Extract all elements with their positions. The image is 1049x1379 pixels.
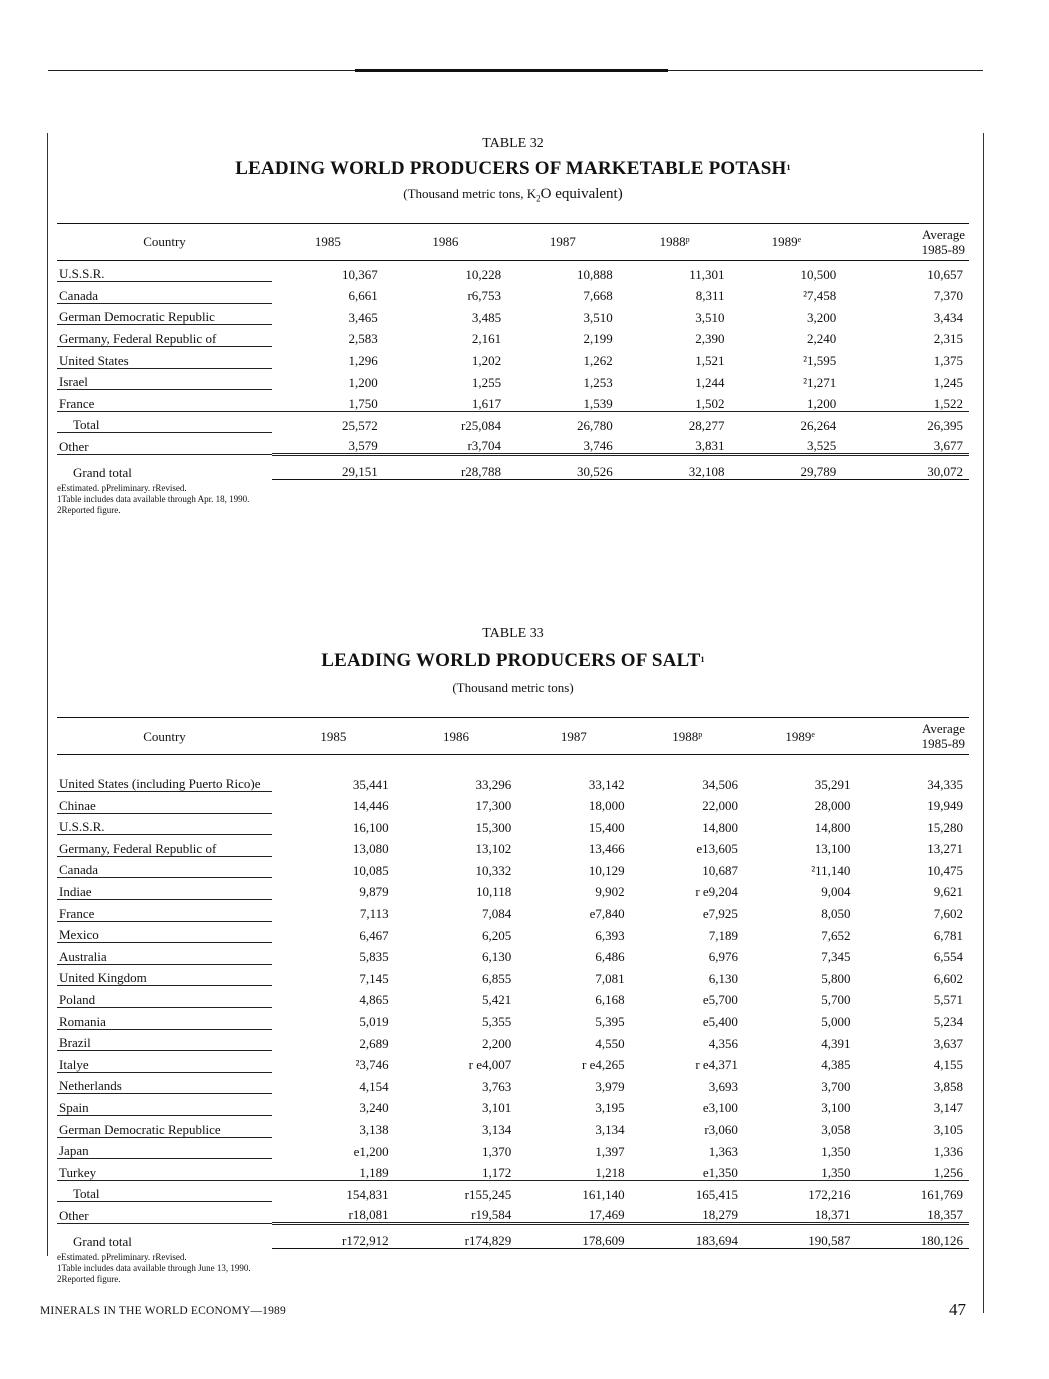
col-header-average: Average 1985-89 [856,718,969,755]
table-cell: 9,004 [821,884,851,900]
table-cell: 6,781 [933,927,963,943]
table-cell: e1,200 [353,1143,389,1159]
table-row [57,1029,969,1051]
table-cell: 3,637 [933,1035,963,1051]
table-row [57,260,969,282]
table-row [57,1137,969,1159]
row-label: Japan [57,1137,272,1159]
table-cell: 7,345 [821,949,851,965]
footnote: 1Table includes data available through Apr. 18, 1990. [57,494,250,505]
col-header-country: Country [57,718,272,755]
table-cell: 30,072 [842,455,969,480]
row-label: Israel [57,368,272,390]
table-row [57,943,969,965]
table-cell: 3,677 [842,433,969,455]
table-cell: e7,840 [589,906,625,922]
col-header-year: 1988$^p$ [619,223,731,260]
table-cell: 32,108 [619,455,731,480]
table-cell: 1,350 [821,1143,851,1159]
table-32-block [57,136,969,516]
table-cell: 6,855 [482,970,512,986]
row-label: Spain [57,1094,272,1116]
table-cell: 16,100 [352,819,389,835]
table-cell: 7,081 [595,970,625,986]
table-cell: 34,335 [927,776,963,792]
table-cell: 2,240 [806,331,837,347]
table-row [57,1051,969,1073]
table-cell: 33,142 [588,776,625,792]
table-row [57,986,969,1008]
table-cell: 1,202 [471,353,502,369]
col-header-year: 1988$^p$ [631,718,744,755]
table-cell: 5,571 [933,992,963,1008]
table-cell: 7,084 [482,906,512,922]
row-label: France [57,390,272,412]
row-label: United States [57,346,272,368]
table-cell: 2,315 [933,331,963,347]
table-cell: 154,831 [346,1186,389,1202]
table-row [57,303,969,325]
table-cell: 17,469 [517,1202,630,1224]
table-cell: 3,200 [806,309,837,325]
table-cell: r28,788 [384,455,507,480]
table-row [57,856,969,878]
col-header-year: 1987 [507,223,619,260]
table-cell: 13,102 [475,841,512,857]
table-cell: 35,441 [352,776,389,792]
table-cell: 5,355 [482,1014,512,1030]
row-label: Grand total [73,464,132,480]
table-cell: 2,161 [471,331,502,347]
col-header-year: 1986 [395,718,518,755]
row-label: Romania [57,1007,272,1029]
table-33-block [57,626,969,1285]
table-title: LEADING WORLD PRODUCERS OF MARKETABLE POTASH$^1$ [235,158,791,179]
table-cell: 14,446 [352,798,389,814]
table-cell: r6,753 [467,288,502,304]
table-cell: r19,584 [395,1202,518,1224]
table-cell: r174,829 [395,1224,518,1249]
table-cell: 1,350 [744,1159,857,1181]
row-label: Total [57,411,272,433]
table-cell: r155,245 [464,1186,512,1202]
footnote: 2Reported figure. [57,1274,121,1285]
table-cell: e3,100 [702,1100,738,1116]
table-cell: 183,694 [631,1224,744,1249]
row-label: Italye [57,1051,272,1073]
table-row [57,878,969,900]
table-cell: 28,277 [688,417,725,433]
table-cell: r3,704 [384,433,507,455]
table-cell: 8,050 [821,906,851,922]
table-cell: 1,502 [619,390,731,412]
table-cell: 10,228 [465,266,502,282]
table-cell: ²3,746 [355,1057,389,1073]
potash-table [57,223,969,481]
table-cell: r e4,371 [695,1057,738,1073]
table-number: TABLE 33 [482,626,544,641]
table-cell: 7,652 [821,927,851,943]
table-row [57,455,969,480]
table-cell: 3,195 [595,1100,625,1116]
table-cell: 165,415 [695,1186,738,1202]
table-row [57,899,969,921]
table-cell: 7,113 [359,906,389,922]
table-cell: ²1,595 [803,353,837,369]
table-cell: 3,138 [359,1122,389,1137]
table-cell: 3,058 [821,1122,851,1137]
table-cell: 1,617 [384,390,507,412]
table-cell: 10,332 [475,862,512,878]
row-label: German Democratic Republic [57,303,272,325]
table-cell: r e4,007 [468,1057,512,1073]
table-cell: 3,101 [482,1100,512,1116]
table-cell: 18,000 [588,798,625,814]
row-label: Grand total [73,1233,132,1249]
table-cell: 161,140 [582,1186,625,1202]
table-cell: 4,154 [359,1078,389,1094]
table-cell: 15,400 [588,819,625,835]
table-cell: 18,279 [631,1202,744,1224]
table-cell: 10,085 [352,862,389,878]
table-cell: 2,199 [583,331,613,347]
table-cell: 1,244 [695,374,725,390]
row-label: Australia [57,943,272,965]
table-cell: 26,264 [800,417,837,433]
table-cell: e1,350 [631,1159,744,1181]
table-cell: 8,311 [695,288,725,304]
table-cell: 28,000 [814,798,851,814]
table-cell: 10,475 [927,862,963,878]
table-cell: 1,200 [348,374,378,390]
table-cell: 180,126 [856,1224,969,1249]
table-cell: 1,375 [933,353,963,369]
row-label: France [57,899,272,921]
col-header-year: 1989e [744,718,857,755]
table-cell: 6,602 [933,970,963,986]
footnote: 1Table includes data available through June 13, 1990. [57,1263,251,1274]
table-cell: 5,019 [359,1014,389,1030]
table-cell: 3,700 [821,1078,851,1094]
table-cell: 2,689 [359,1035,389,1051]
table-cell: 3,693 [708,1078,738,1094]
table-cell: r e9,204 [695,884,738,900]
table-row [57,921,969,943]
table-cell: 6,467 [359,927,389,943]
table-row [57,1224,969,1249]
table-cell: 1,522 [842,390,969,412]
table-row [57,368,969,390]
table-cell: 17,300 [475,798,512,814]
table-cell: 3,134 [595,1122,625,1137]
table-row [57,1094,969,1116]
table-row [57,282,969,304]
table-cell: 18,357 [856,1202,969,1224]
table-row [57,433,969,455]
col-header-year: 1985 [272,223,384,260]
table-cell: 178,609 [517,1224,630,1249]
footnote: eEstimated. pPreliminary. rRevised. [57,1252,187,1263]
row-label: Turkey [57,1159,272,1181]
table-cell: 4,865 [359,992,389,1008]
table-cell: 3,105 [933,1122,963,1137]
table-cell: 1,255 [471,374,502,390]
footnotes [57,1252,969,1285]
table-cell: 9,902 [595,884,625,900]
table-row [57,325,969,347]
header-row [57,718,969,755]
row-label: U.S.S.R. [57,260,272,282]
table-cell: 13,100 [814,841,851,857]
table-cell: 4,391 [821,1035,851,1051]
table-cell: 34,506 [702,776,738,792]
table-cell: r18,081 [272,1202,395,1224]
table-row [57,835,969,857]
table-cell: 10,129 [588,862,625,878]
table-cell: 5,835 [359,949,389,965]
table-title: LEADING WORLD PRODUCERS OF SALT$^1$ [321,650,705,671]
right-margin-rule [983,133,984,1313]
table-cell: 10,687 [702,862,738,878]
table-cell: 10,500 [800,266,837,282]
table-cell: 1,245 [933,374,963,390]
table-number: TABLE 32 [482,136,544,151]
table-row [57,411,969,433]
table-cell: 3,240 [359,1100,389,1116]
table-cell: 13,080 [352,841,389,857]
table-cell: 6,130 [482,949,512,965]
table-cell: 35,291 [814,776,851,792]
table-row [57,390,969,412]
table-subtitle: (Thousand metric tons) [452,680,574,695]
table-cell: 1,750 [272,390,384,412]
table-cell: 11,301 [689,266,725,282]
row-label: Other [57,1202,272,1224]
table-cell: 161,769 [920,1186,963,1202]
table-cell: 13,466 [588,841,625,857]
table-cell: 1,262 [583,353,613,369]
table-cell: 3,579 [272,433,384,455]
table-cell: 7,189 [708,927,738,943]
table-cell: 1,218 [517,1159,630,1181]
table-cell: 4,356 [708,1035,738,1051]
row-label: Chinae [57,792,272,814]
row-label: United Kingdom [57,964,272,986]
table-cell: 1,363 [708,1143,738,1159]
table-cell: 3,763 [482,1078,512,1094]
table-row [57,1159,969,1181]
table-cell: 7,145 [359,970,389,986]
table-cell: 5,700 [821,992,851,1008]
table-row [57,1115,969,1137]
table-cell: 1,370 [482,1143,512,1159]
table-cell: 15,280 [927,819,963,835]
salt-table [57,717,969,1249]
table-row [57,964,969,986]
table-cell: 1,397 [595,1143,625,1159]
row-label: Canada [57,282,272,304]
footnote: 2Reported figure. [57,505,121,516]
table-cell: 10,367 [341,266,378,282]
table-cell: 13,271 [927,841,963,857]
col-header-year: 1989e [731,223,843,260]
table-cell: 5,234 [933,1014,963,1030]
table-cell: 1,521 [695,353,725,369]
table-cell: 1,539 [507,390,619,412]
table-cell: 7,370 [933,288,963,304]
table-cell: 3,510 [695,309,725,325]
left-margin-rule [47,133,48,1256]
page-number: 47 [949,1300,966,1319]
row-label: Indiae [57,878,272,900]
row-label: United States (including Puerto Rico)e [57,755,272,792]
table-cell: ²11,140 [811,862,851,878]
table-cell: r3,060 [704,1122,738,1137]
row-label: Canada [57,856,272,878]
table-cell: 6,976 [708,949,738,965]
table-cell: 4,550 [595,1035,625,1051]
table-cell: 3,485 [471,309,502,325]
row-label: Other [57,433,272,455]
table-cell: 6,486 [595,949,625,965]
table-subtitle: (Thousand metric tons, $K_2O$ equivalent) [403,186,623,204]
table-cell: 29,789 [731,455,843,480]
footnote: eEstimated. pPreliminary. rRevised. [57,483,187,494]
col-header-year: 1986 [384,223,507,260]
table-cell: r25,084 [460,417,502,433]
table-cell: 6,554 [933,949,963,965]
table-cell: 18,371 [744,1202,857,1224]
table-cell: 6,205 [482,927,512,943]
table-row [57,346,969,368]
table-cell: r e4,265 [581,1057,625,1073]
col-header-average: Average 1985-89 [842,223,969,260]
table-cell: e7,925 [702,906,738,922]
table-cell: 9,879 [359,884,389,900]
table-cell: 6,130 [708,970,738,986]
row-label: Brazil [57,1029,272,1051]
table-cell: 1,296 [348,353,378,369]
table-cell: 172,216 [808,1186,851,1202]
table-cell: 26,780 [577,417,613,433]
table-cell: 3,100 [821,1100,851,1116]
table-cell: 6,393 [595,927,625,943]
row-label: Total [57,1180,272,1202]
table-cell: 5,421 [482,992,512,1008]
col-header-year: 1985 [272,718,395,755]
table-cell: 10,118 [475,884,512,900]
table-cell: 5,800 [821,970,851,986]
table-cell: 5,395 [595,1014,625,1030]
table-cell: 5,000 [821,1014,851,1030]
row-label: German Democratic Republice [57,1115,272,1137]
footnotes [57,483,969,516]
table-cell: 9,621 [933,884,963,900]
row-label: Germany, Federal Republic of [57,325,272,347]
table-cell: 14,800 [702,819,738,835]
table-cell: 190,587 [744,1224,857,1249]
table-cell: 15,300 [475,819,512,835]
table-cell: 26,395 [927,417,963,433]
table-cell: 19,949 [927,798,963,814]
table-cell: 14,800 [814,819,851,835]
table-cell: 3,465 [348,309,378,325]
table-cell: 3,979 [595,1078,625,1094]
table-cell: 10,657 [927,266,963,282]
table-cell: 3,134 [482,1122,512,1137]
table-row [57,1072,969,1094]
table-cell: e13,605 [696,841,738,857]
table-cell: 2,200 [482,1035,512,1051]
table-cell: 4,155 [933,1057,963,1073]
table-cell: 3,525 [731,433,843,455]
table-cell: 30,526 [507,455,619,480]
table-cell: 22,000 [702,798,738,814]
table-cell: ²7,458 [803,288,837,304]
table-cell: 1,200 [731,390,843,412]
col-header-year: 1987 [517,718,630,755]
table-cell: 6,661 [348,288,378,304]
table-cell: 1,189 [272,1159,395,1181]
table-cell: 3,858 [933,1078,963,1094]
col-header-country: Country [57,223,272,260]
table-cell: ²1,271 [803,374,837,390]
row-label: U.S.S.R. [57,813,272,835]
table-cell: 1,256 [856,1159,969,1181]
row-label: Netherlands [57,1072,272,1094]
table-cell: 3,510 [583,309,613,325]
table-row [57,1007,969,1029]
table-cell: e5,700 [702,992,738,1008]
table-cell: 3,746 [507,433,619,455]
table-cell: 6,168 [595,992,625,1008]
table-cell: 10,888 [577,266,613,282]
table-cell: 33,296 [475,776,512,792]
row-label: Poland [57,986,272,1008]
table-cell: 7,602 [933,906,963,922]
table-cell: 4,385 [821,1057,851,1073]
table-cell: 3,831 [619,433,731,455]
top-rule-bold [355,69,668,72]
table-cell: 1,336 [933,1143,963,1159]
table-row [57,792,969,814]
table-row [57,1202,969,1224]
table-cell: 25,572 [341,417,378,433]
table-cell: 3,434 [933,309,963,325]
row-label: Mexico [57,921,272,943]
table-row [57,1180,969,1202]
header-row [57,223,969,260]
row-label: Germany, Federal Republic of [57,835,272,857]
table-cell: 3,147 [933,1100,963,1116]
table-cell: 2,390 [695,331,725,347]
table-row [57,755,969,792]
table-cell: 2,583 [348,331,378,347]
table-cell: 7,668 [583,288,613,304]
table-cell: 29,151 [272,455,384,480]
table-cell: r172,912 [272,1224,395,1249]
table-cell: 1,253 [583,374,613,390]
running-footer: MINERALS IN THE WORLD ECONOMY—1989 [40,1305,286,1317]
table-cell: 1,172 [395,1159,518,1181]
table-row [57,813,969,835]
table-cell: e5,400 [702,1014,738,1030]
